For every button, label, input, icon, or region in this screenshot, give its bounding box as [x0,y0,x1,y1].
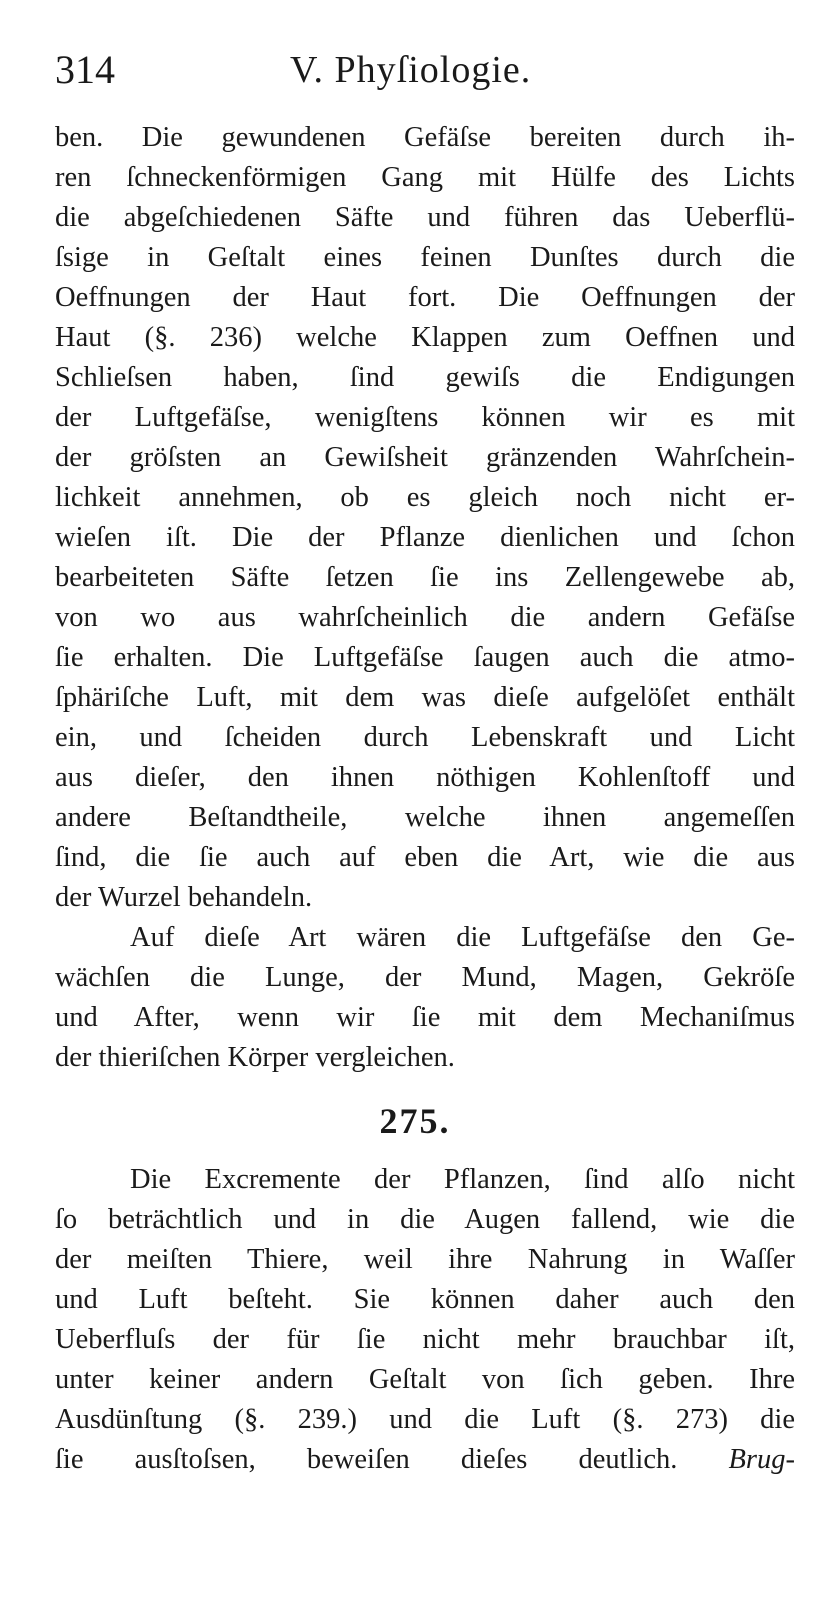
running-head: V. Phyſiologie. [290,49,532,91]
page-header [55,40,790,100]
text-line: die abgeſchiedenen Säfte und führen das Ueberflü- [55,202,795,233]
text-line: der Luftgefäſse, wenigſtens können wir es mit [55,402,795,433]
text-line: Haut (§. 236) welche Klappen zum Oeffnen und [55,322,795,353]
text-line: ſie erhalten. Die Luftgefäſse ſaugen auch die atmo- [55,642,795,673]
page-number: 314 [55,47,115,92]
text-line: ſo beträchtlich und in die Augen fallend, wie die [55,1204,795,1235]
text-line: der thieriſchen Körper vergleichen. [55,1042,455,1073]
text-line: der Wurzel behandeln. [55,882,313,913]
section-number: 275. [379,1101,451,1141]
text-line: aus dieſer, den ihnen nöthigen Kohlenſtoff und [55,762,795,793]
text-line: Ueberfluſs der für ſie nicht mehr brauchbar iſt, [55,1324,795,1355]
text-line: Die Excremente der Pflanzen, ſind alſo nicht [130,1164,795,1195]
text-line: ſind, die ſie auch auf eben die Art, wie die aus [55,842,795,873]
text-line: der meiſten Thiere, weil ihre Nahrung in Waſſer [55,1244,795,1275]
catchword: Brug- [728,1444,795,1475]
body-text-upper [55,118,795,1078]
text-line: wächſen die Lunge, der Mund, Magen, Gekröſe [55,962,795,993]
text-line-with-catchword [55,1440,795,1480]
text-line: Auf dieſe Art wären die Luftgefäſse den Ge- [130,922,795,953]
text-line: Schlieſsen haben, ſind gewiſs die Endigungen [55,362,795,393]
text-line: und Luft beſteht. Sie können daher auch den [55,1284,795,1315]
text-line: ren ſchneckenförmigen Gang mit Hülfe des Lichts [55,162,795,193]
text-line: wieſen iſt. Die der Pflanze dienlichen und ſchon [55,522,795,553]
text-line: lichkeit annehmen, ob es gleich noch nicht er- [55,482,795,513]
text-line: andere Beſtandtheile, welche ihnen angemeſſen [55,802,795,833]
text-line: ſie ausſtoſsen, beweiſen dieſes deutlich. [55,1444,678,1475]
text-line: ben. Die gewundenen Gefäſse bereiten durch ih- [55,122,795,153]
body-text-lower [55,1160,795,1480]
text-line: ein, und ſcheiden durch Lebenskraft und Licht [55,722,795,753]
text-line: bearbeiteten Säfte ſetzen ſie ins Zellengewebe ab, [55,562,795,593]
text-line: ſsige in Geſtalt eines feinen Dunſtes durch die [55,242,795,273]
text-line: und After, wenn wir ſie mit dem Mechaniſmus [55,1002,795,1033]
text-line: Oeffnungen der Haut fort. Die Oeffnungen der [55,282,795,313]
text-line: der gröſsten an Gewiſsheit gränzenden Wahrſchein- [55,442,795,473]
text-line: von wo aus wahrſcheinlich die andern Gefäſse [55,602,795,633]
text-line: ſphäriſche Luft, mit dem was dieſe aufgelöſet enthält [55,682,795,713]
text-line: unter keiner andern Geſtalt von ſich geben. Ihre [55,1364,795,1395]
text-line: Ausdünſtung (§. 239.) und die Luft (§. 273) die [55,1404,795,1435]
